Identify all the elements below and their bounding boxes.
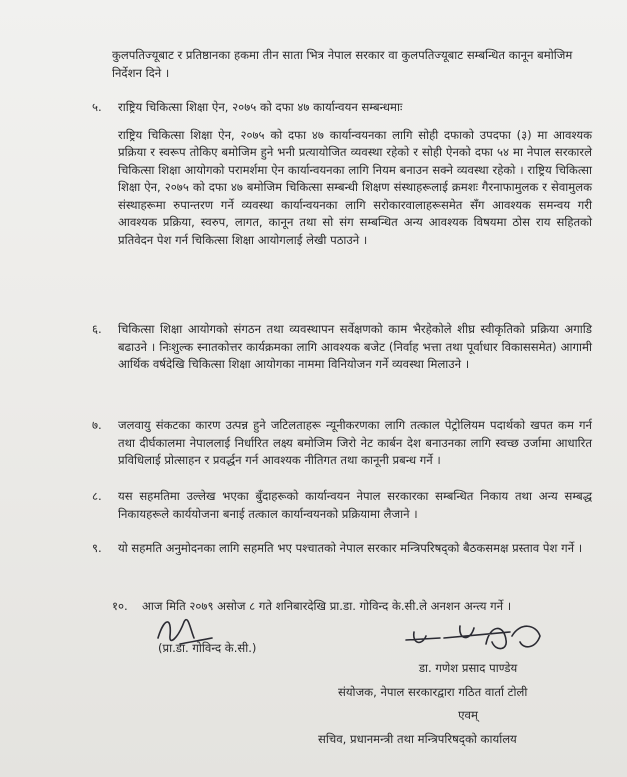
item-number: ६. <box>92 322 102 336</box>
item-text: जलवायु संकटका कारण उत्पन्न हुने जटिलताहरू न्यूनीकरणका लागि तत्काल पेट्रोलियम पदार्थको खपत कम गर्न तथा दीर्घकालमा नेपाललाई निर्धारित लक्ष्य बमोजिम जिरो नेट कार्बन देश बनाउनका लागि स्वच्छ उर्जामा आधारित प्रविधिलाई प्रोत्साहन र प्रवर्द्धन गर्न आवश्यक नीतिगत तथा कानूनी प्रबन्ध गर्ने । <box>118 418 592 467</box>
item-6 <box>92 321 592 374</box>
item-text: यस सहमतिमा उल्लेख भएका बुँदाहरूको कार्यान्वयन नेपाल सरकारका सम्बन्धित निकाय तथा अन्य सम्बद्ध निकायहरूले कार्ययोजना बनाई तत्काल कार्यान्वयनको प्रक्रियामा लैजाने । <box>118 489 592 521</box>
item-number: ९. <box>92 541 102 555</box>
signatory-conjunction: एवम् <box>458 708 478 722</box>
item-text: चिकित्सा शिक्षा आयोगको संगठन तथा व्यवस्थापन सर्वेक्षणको काम भैरहेकोले शीघ्र स्वीकृतिको प्रक्रिया अगाडि बढाउने । निःशुल्क स्नातकोत्तर कार्यक्रमका लागि आवश्यक बजेट (निर्वाह भत्ता तथा पूर्वाधार विकाससमेत) आगामी आर्थिक वर्षदेखि चिकित्सा शिक्षा आयोगका नाममा विनियोजन गर्ने व्यवस्था मिलाउने । <box>118 322 592 371</box>
signatory-name: डा. गणेश प्रसाद पाण्डेय <box>418 661 518 675</box>
item-number: ८. <box>92 489 102 503</box>
item-number: १०. <box>112 599 128 613</box>
item-text: राष्ट्रिय चिकित्सा शिक्षा ऐन, २०७५ को दफा ४७ कार्यान्वयनका लागि सोही दफाको उपदफा (३) मा आवश्यक प्रक्रिया र स्वरूप तोकिए बमोजिम हुने भनी प्रत्यायोजित व्यवस्था रहेको र सोही ऐनको दफा ५४ मा नेपाल सरकारले चिकित्सा शिक्षा आयोगको परामर्शमा ऐन कार्यान्वयनका लागि नियम बनाउन सक्ने व्यवस्था रहेको । राष्ट्रिय चिकित्सा शिक्षा ऐन, २०७५ को दफा ४७ बमोजिम चिकित्सा सम्बन्धी शिक्षण संस्थाहरूलाई क्रमशः गैरनाफामुलक र सेवामुलक संस्थाहरूमा रुपान्तरण गर्ने व्यवस्था कार्यान्वयनका लागि सरोकारवालाहरूसमेत सँग आवश्यक समन्वय गरी आवश्यक प्रक्रिया, स्वरुप, लागत, कानून तथा सो संग सम्बन्धित अन्य आवश्यक विषयमा ठोस राय सहितको प्रतिवेदन पेश गर्न चिकित्सा शिक्षा आयोगलाई लेखी पठाउने । <box>118 127 592 247</box>
item-number: ७. <box>92 418 102 432</box>
item-number: ५. <box>92 100 102 114</box>
signatory-title-2: सचिव, प्रधानमन्त्री तथा मन्त्रिपरिषद्को कार्यालय <box>318 731 517 746</box>
item-text: यो सहमति अनुमोदनका लागि सहमति भए पश्चातको नेपाल सरकार मन्त्रिपरिषद्को बैठकसमक्ष प्रस्ताव पेश गर्ने । <box>118 541 583 555</box>
item-text: आज मिति २०७९ असोज ८ गते शनिबारदेखि प्रा.डा. गोविन्द के.सी.ले अनशन अन्त्य गर्ने । <box>142 599 512 613</box>
item-5 <box>92 99 592 249</box>
right-signatory <box>318 660 598 748</box>
intro-paragraph: कुलपतिज्यूबाट र प्रतिष्ठानका हकमा तीन साता भित्र नेपाल सरकार वा कुलपतिज्यूबाट सम्बन्धित कानून बमोजिम निर्देशन दिने । <box>112 48 573 80</box>
item-7 <box>92 417 592 470</box>
item-heading: राष्ट्रिय चिकित्सा शिक्षा ऐन, २०७५ को दफा ४७ कार्यान्वयन सम्बन्धमाः <box>118 100 403 114</box>
left-signatory: (प्रा.डा. गोविन्द के.सी.) <box>158 641 257 655</box>
right-signature-icon <box>400 618 550 660</box>
item-8 <box>92 488 592 523</box>
signatory-title: संयोजक, नेपाल सरकारद्वारा गठित वार्ता टोली <box>338 684 528 699</box>
item-9 <box>92 540 592 558</box>
